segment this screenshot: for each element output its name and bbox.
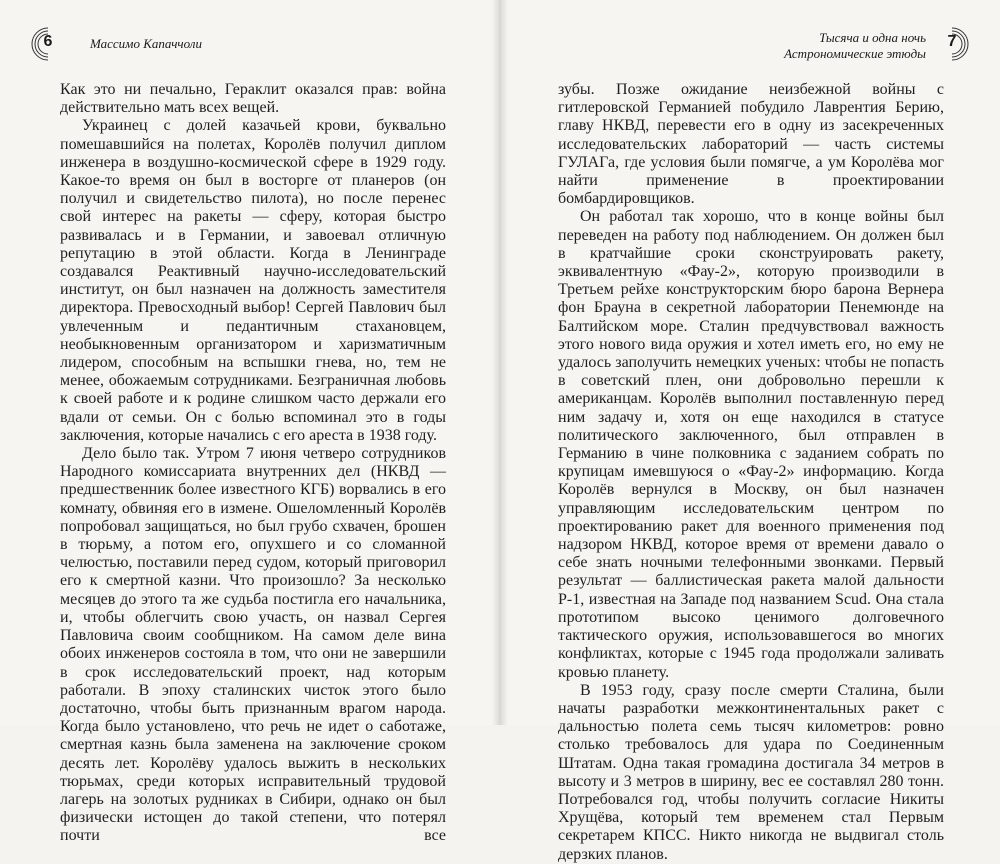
running-head-title-line2: Астрономические этюды	[784, 46, 926, 61]
paragraph: зубы. Позже ожидание неизбежной войны с гитлеровской Германией побудило Лаврентия Берию, главу НКВД, перевести его в одну из засекреченных исследовательских лабораторий — часть системы ГУЛАГа, где условия были помягче, а ум Королёва мог найти применение в проектировании бомбардировщиков.	[558, 81, 944, 208]
running-head-title-line1: Тысяча и одна ночь	[819, 30, 926, 45]
paragraph: Он работал так хорошо, что в конце войны был переведен на работу под наблюдением. Он должен был в кратчайшие сроки сконструировать ракету, эквивалентную «Фау-2», которую производили в Третьем рейхе конструкторским бюро барона Вернера фон Брауна в секретной лаборатории Пенемюнде на Балтийском море. Сталин предчувствовал важность этого нового вида оружия и хотел иметь его, но ему не удалось заполучить немецких ученых: чтобы не попасть в советский плен, они добровольно перешли к американцам. Королёв выполнил поставленную перед ним задачу и, хотя он еще находился в статусе политического заключенного, был отправлен в Германию в чине полковника с заданием собрать по крупицам имевшуюся о «Фау-2» информацию. Когда Королёв вернулся в Москву, он был назначен управляющим исследовательским центром по проектированию ракет для военного применения под надзором НКВД, которое время от времени давало о себе знать ночными телефонными звонками. Первый результат — баллистическая ракета малой дальности Р-1, известная на Западе под названием Scud. Она стала прототипом высоко ценимого долговечного тактического оружия, использовавшегося во многих конфликтах, которые с 1945 года продолжали заливать кровью планету.	[558, 208, 944, 681]
running-head-title	[784, 30, 926, 62]
left-page	[0, 0, 500, 845]
left-page-body	[60, 81, 446, 846]
running-head-author: Массимо Капаччоли	[90, 36, 202, 51]
page-number: 6	[43, 33, 53, 50]
paragraph: В 1953 году, сразу после смерти Сталина, были начаты разработки межконтинентальных ракет с дальностью полета семь тысяч километров: ровно столько требовалось для удара по Соединенным Штатам. Одна такая громадина достигала 34 метров в высоту и 3 метров в ширину, вес ее составлял 280 тонн. Потребовался год, чтобы получить согласие Никиты Хрущёва, который тем временем стал Первым секретарем КПСС. Никто никогда не выдвигал столь дерзких планов.	[558, 681, 944, 863]
page-number-badge	[30, 26, 66, 62]
paragraph: Дело было так. Утром 7 июня четверо сотрудников Народного комиссариата внутренних дел (НКВД — предшественник более известного КГБ) ворвались в его комнату, обвиняя его в измене. Ошеломленный Королёв попробовал защищаться, но был грубо схвачен, брошен в тюрьму, а потом его, опухшего и со сломанной челюстью, поставили перед судом, который приговорил его к смертной казни. Что произошло? За несколько месяцев до этого та же судьба постигла его начальника, и, чтобы облегчить свою участь, он назвал Сергея Павловича своим сообщником. На самом деле вина обоих инженеров состояла в том, что они не завершили в срок исследовательский проект, над которым работали. В эпоху сталинских чисток этого было достаточно, чтобы быть признанным врагом народа. Когда было установлено, что речь не идет о саботаже, смертная казнь была заменена на заключение сроком десять лет. Королёву удалось выжить в нескольких тюрьмах, среди которых исправительный трудовой лагерь на золотых рудниках в Сибири, однако он был физически истощен до такой степени, что потерял почти все	[60, 445, 446, 845]
paragraph: Как это ни печально, Гераклит оказался прав: война действительно мать всех вещей.	[60, 81, 446, 117]
book-gutter	[492, 0, 508, 725]
page-number: 7	[947, 33, 957, 50]
right-page-body	[558, 81, 944, 864]
page-number-badge	[934, 26, 970, 62]
right-page	[500, 0, 1000, 863]
paragraph: Украинец с долей казачьей крови, буквально помешавшийся на полетах, Королёв получил диплом инженера в воздушно-космической сфере в 1929 году. Какое-то время он был в восторге от планеров (он получил и свидетельство пилота), но после перенес свой интерес на ракеты — сферу, которая быстро развивалась и в Германии, и завоевал отличную репутацию в этой области. Когда в Ленинграде создавался Реактивный научно-исследовательский институт, он был назначен на должность заместителя директора. Превосходный выбор! Сергей Павлович был увлеченным и педантичным стахановцем, необыкновенным организатором и харизматичным лидером, способным на вспышки гнева, но, тем не менее, обожаемым сотрудниками. Безграничная любовь к своей работе и к родине слишком часто держали его вдали от семьи. Он с болью вспоминал это в годы заключения, которые начались с его ареста в 1938 году.	[60, 117, 446, 444]
